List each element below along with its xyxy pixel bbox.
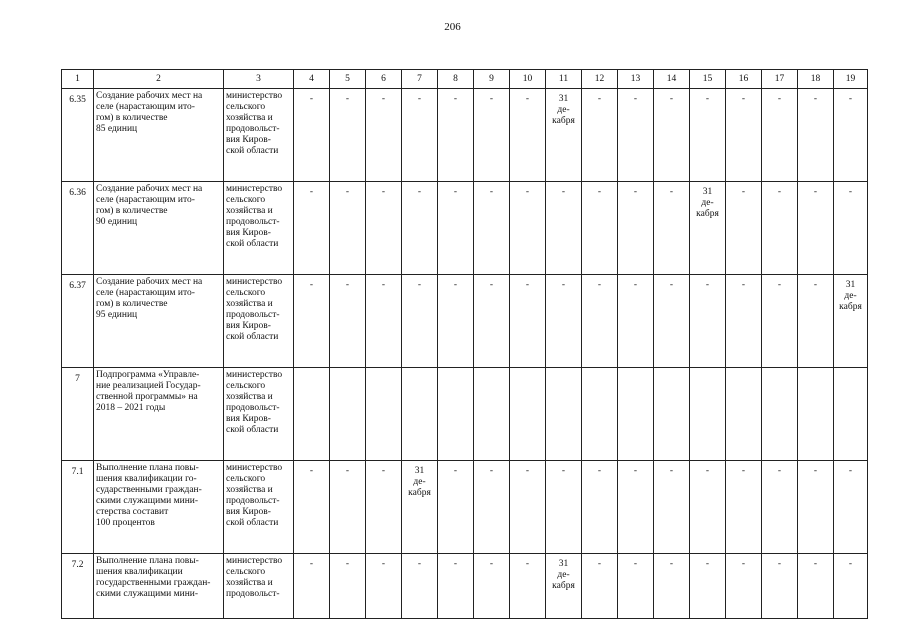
event-name-cell — [94, 275, 224, 368]
executor-line: министерство — [226, 463, 283, 473]
schedule-cell: - — [798, 554, 834, 619]
event-name-cell — [94, 368, 224, 461]
executor-line: хозяйства и — [226, 485, 273, 495]
table-row — [62, 554, 868, 619]
event-name-line: селе (нарастающим ито- — [96, 102, 195, 112]
executor-line: вия Киров- — [226, 321, 271, 331]
table-row — [62, 368, 868, 461]
schedule-cell: - — [438, 182, 474, 275]
row-number: 6.37 — [62, 275, 94, 368]
column-header-19: 19 — [834, 70, 868, 89]
schedule-cell — [474, 368, 510, 461]
schedule-cell: - — [402, 89, 438, 182]
column-header-3: 3 — [224, 70, 294, 89]
schedule-cell: - — [798, 461, 834, 554]
schedule-cell: - — [330, 554, 366, 619]
schedule-cell: - — [798, 89, 834, 182]
schedule-cell: - — [546, 182, 582, 275]
event-name-line: государственными граждан- — [96, 578, 211, 588]
schedule-cell: - — [834, 461, 868, 554]
column-header-14: 14 — [654, 70, 690, 89]
schedule-cell — [798, 368, 834, 461]
page-number: 206 — [444, 21, 461, 33]
executor-cell — [224, 554, 294, 619]
schedule-cell — [402, 368, 438, 461]
schedule-cell — [294, 368, 330, 461]
schedule-cell: - — [690, 89, 726, 182]
schedule-cell — [690, 368, 726, 461]
deadline-line: де- — [557, 570, 570, 580]
schedule-cell: - — [726, 275, 762, 368]
event-name-cell — [94, 89, 224, 182]
schedule-cell: - — [582, 275, 618, 368]
executor-cell — [224, 89, 294, 182]
deadline-line: кабря — [408, 488, 431, 498]
schedule-cell: - — [654, 89, 690, 182]
schedule-cell: - — [438, 554, 474, 619]
header-row — [62, 70, 868, 89]
schedule-cell: - — [402, 275, 438, 368]
executor-line: сельского — [226, 102, 266, 112]
event-name-line: гом) в количестве — [96, 299, 168, 309]
executor-line: продовольст- — [226, 124, 280, 134]
schedule-cell: - — [294, 182, 330, 275]
schedule-cell: - — [546, 275, 582, 368]
deadline-cell — [690, 182, 726, 275]
row-number: 7.2 — [62, 554, 94, 619]
executor-line: продовольст- — [226, 589, 280, 599]
schedule-cell: - — [690, 275, 726, 368]
executor-line: сельского — [226, 195, 266, 205]
executor-line: министерство — [226, 556, 283, 566]
event-name-line: шения квалификации го- — [96, 474, 197, 484]
column-header-10: 10 — [510, 70, 546, 89]
deadline-line: кабря — [696, 209, 719, 219]
event-name-line: селе (нарастающим ито- — [96, 195, 195, 205]
schedule-cell: - — [690, 554, 726, 619]
schedule-table — [61, 69, 868, 619]
deadline-line: де- — [844, 291, 857, 301]
column-header-1: 1 — [62, 70, 94, 89]
executor-line: продовольст- — [226, 310, 280, 320]
executor-line: сельского — [226, 567, 266, 577]
deadline-cell — [546, 554, 582, 619]
executor-cell — [224, 182, 294, 275]
schedule-cell: - — [618, 554, 654, 619]
schedule-cell — [834, 368, 868, 461]
schedule-cell: - — [618, 89, 654, 182]
event-name-line: селе (нарастающим ито- — [96, 288, 195, 298]
column-header-11: 11 — [546, 70, 582, 89]
schedule-cell — [726, 368, 762, 461]
schedule-cell — [330, 368, 366, 461]
schedule-cell: - — [366, 89, 402, 182]
schedule-cell: - — [330, 461, 366, 554]
schedule-cell: - — [690, 461, 726, 554]
schedule-cell: - — [474, 554, 510, 619]
executor-line: министерство — [226, 277, 283, 287]
deadline-line: кабря — [552, 581, 575, 591]
executor-line: продовольст- — [226, 496, 280, 506]
schedule-cell — [762, 368, 798, 461]
schedule-cell: - — [438, 275, 474, 368]
schedule-cell: - — [402, 554, 438, 619]
schedule-cell — [654, 368, 690, 461]
schedule-cell: - — [762, 275, 798, 368]
schedule-cell — [510, 368, 546, 461]
schedule-cell: - — [402, 182, 438, 275]
schedule-cell: - — [726, 182, 762, 275]
schedule-cell: - — [294, 554, 330, 619]
event-name-line: стерства составит — [96, 507, 169, 517]
schedule-cell — [366, 368, 402, 461]
executor-line: хозяйства и — [226, 113, 273, 123]
deadline-line: де- — [701, 198, 714, 208]
table-row — [62, 461, 868, 554]
schedule-cell: - — [618, 461, 654, 554]
column-header-16: 16 — [726, 70, 762, 89]
column-header-8: 8 — [438, 70, 474, 89]
executor-line: вия Киров- — [226, 414, 271, 424]
executor-cell — [224, 461, 294, 554]
schedule-cell: - — [654, 182, 690, 275]
column-header-9: 9 — [474, 70, 510, 89]
schedule-cell: - — [582, 89, 618, 182]
schedule-cell: - — [438, 89, 474, 182]
schedule-cell: - — [474, 89, 510, 182]
schedule-cell: - — [330, 275, 366, 368]
schedule-cell: - — [510, 182, 546, 275]
event-name-line: гом) в количестве — [96, 206, 168, 216]
schedule-cell: - — [510, 275, 546, 368]
schedule-cell: - — [366, 182, 402, 275]
column-header-13: 13 — [618, 70, 654, 89]
deadline-cell — [546, 89, 582, 182]
schedule-cell: - — [510, 89, 546, 182]
schedule-cell: - — [834, 554, 868, 619]
schedule-cell: - — [834, 89, 868, 182]
schedule-cell: - — [762, 554, 798, 619]
column-header-17: 17 — [762, 70, 798, 89]
table-row — [62, 275, 868, 368]
executor-line: министерство — [226, 184, 283, 194]
executor-line: хозяйства и — [226, 392, 273, 402]
row-number: 6.35 — [62, 89, 94, 182]
schedule-cell: - — [294, 275, 330, 368]
schedule-cell: - — [330, 89, 366, 182]
column-header-18: 18 — [798, 70, 834, 89]
schedule-cell: - — [726, 89, 762, 182]
event-name-line: сударственными граждан- — [96, 485, 202, 495]
executor-line: хозяйства и — [226, 299, 273, 309]
event-name-line: скими служащими мини- — [96, 589, 199, 599]
schedule-cell: - — [834, 182, 868, 275]
event-name-line: Создание рабочих мест на — [96, 277, 203, 287]
column-header-2: 2 — [94, 70, 224, 89]
column-header-6: 6 — [366, 70, 402, 89]
schedule-cell: - — [474, 182, 510, 275]
schedule-cell: - — [582, 554, 618, 619]
schedule-cell: - — [762, 89, 798, 182]
executor-cell — [224, 368, 294, 461]
executor-line: ской области — [226, 146, 279, 156]
schedule-cell: - — [366, 275, 402, 368]
schedule-cell: - — [582, 461, 618, 554]
executor-line: хозяйства и — [226, 206, 273, 216]
executor-line: министерство — [226, 91, 283, 101]
column-header-5: 5 — [330, 70, 366, 89]
schedule-cell: - — [330, 182, 366, 275]
schedule-cell: - — [510, 461, 546, 554]
schedule-cell — [546, 368, 582, 461]
executor-line: ской области — [226, 332, 279, 342]
event-name-line: 95 единиц — [96, 310, 138, 320]
schedule-cell: - — [798, 182, 834, 275]
deadline-cell — [834, 275, 868, 368]
schedule-cell — [582, 368, 618, 461]
schedule-cell: - — [654, 554, 690, 619]
schedule-cell: - — [294, 89, 330, 182]
deadline-line: 31 — [845, 280, 856, 290]
executor-line: ской области — [226, 518, 279, 528]
event-name-line: Подпрограмма «Управле- — [96, 370, 200, 380]
schedule-cell: - — [474, 275, 510, 368]
event-name-line: шения квалификации — [96, 567, 183, 577]
column-header-12: 12 — [582, 70, 618, 89]
executor-line: сельского — [226, 474, 266, 484]
event-name-line: Создание рабочих мест на — [96, 184, 203, 194]
row-number: 7 — [62, 368, 94, 461]
row-number: 7.1 — [62, 461, 94, 554]
event-name-line: ние реализацией Государ- — [96, 381, 201, 391]
event-name-line: гом) в количестве — [96, 113, 168, 123]
schedule-cell: - — [366, 461, 402, 554]
event-name-line: скими служащими мини- — [96, 496, 199, 506]
event-name-line: Выполнение плана повы- — [96, 463, 199, 473]
schedule-cell: - — [618, 275, 654, 368]
executor-line: продовольст- — [226, 217, 280, 227]
table-body — [62, 89, 868, 619]
schedule-cell: - — [294, 461, 330, 554]
event-name-line: 85 единиц — [96, 124, 138, 134]
deadline-line: 31 — [414, 466, 425, 476]
deadline-line: де- — [557, 105, 570, 115]
table-row — [62, 182, 868, 275]
schedule-cell: - — [654, 461, 690, 554]
deadline-line: 31 — [558, 559, 569, 569]
event-name-cell — [94, 461, 224, 554]
table-row — [62, 89, 868, 182]
event-name-line: Создание рабочих мест на — [96, 91, 203, 101]
executor-line: вия Киров- — [226, 507, 271, 517]
event-name-line: 2018 – 2021 годы — [96, 403, 166, 413]
schedule-cell: - — [582, 182, 618, 275]
schedule-cell: - — [438, 461, 474, 554]
schedule-cell: - — [798, 275, 834, 368]
deadline-line: кабря — [839, 302, 862, 312]
executor-line: сельского — [226, 381, 266, 391]
schedule-cell: - — [366, 554, 402, 619]
schedule-cell: - — [654, 275, 690, 368]
schedule-cell: - — [618, 182, 654, 275]
schedule-cell: - — [726, 461, 762, 554]
event-name-cell — [94, 554, 224, 619]
event-name-line: 100 процентов — [96, 518, 155, 528]
deadline-line: кабря — [552, 116, 575, 126]
executor-line: вия Киров- — [226, 228, 271, 238]
deadline-line: 31 — [558, 94, 569, 104]
schedule-cell: - — [474, 461, 510, 554]
deadline-line: де- — [413, 477, 426, 487]
schedule-cell — [618, 368, 654, 461]
schedule-cell: - — [546, 461, 582, 554]
column-header-4: 4 — [294, 70, 330, 89]
executor-cell — [224, 275, 294, 368]
executor-line: министерство — [226, 370, 283, 380]
executor-line: ской области — [226, 239, 279, 249]
deadline-line: 31 — [702, 187, 713, 197]
event-name-line: 90 единиц — [96, 217, 138, 227]
executor-line: хозяйства и — [226, 578, 273, 588]
column-header-15: 15 — [690, 70, 726, 89]
event-name-cell — [94, 182, 224, 275]
schedule-cell: - — [762, 461, 798, 554]
executor-line: вия Киров- — [226, 135, 271, 145]
schedule-cell: - — [762, 182, 798, 275]
executor-line: сельского — [226, 288, 266, 298]
schedule-cell: - — [726, 554, 762, 619]
executor-line: ской области — [226, 425, 279, 435]
schedule-cell: - — [510, 554, 546, 619]
executor-line: продовольст- — [226, 403, 280, 413]
event-name-line: ственной программы» на — [96, 392, 198, 402]
deadline-cell — [402, 461, 438, 554]
column-header-7: 7 — [402, 70, 438, 89]
schedule-cell — [438, 368, 474, 461]
row-number: 6.36 — [62, 182, 94, 275]
event-name-line: Выполнение плана повы- — [96, 556, 199, 566]
